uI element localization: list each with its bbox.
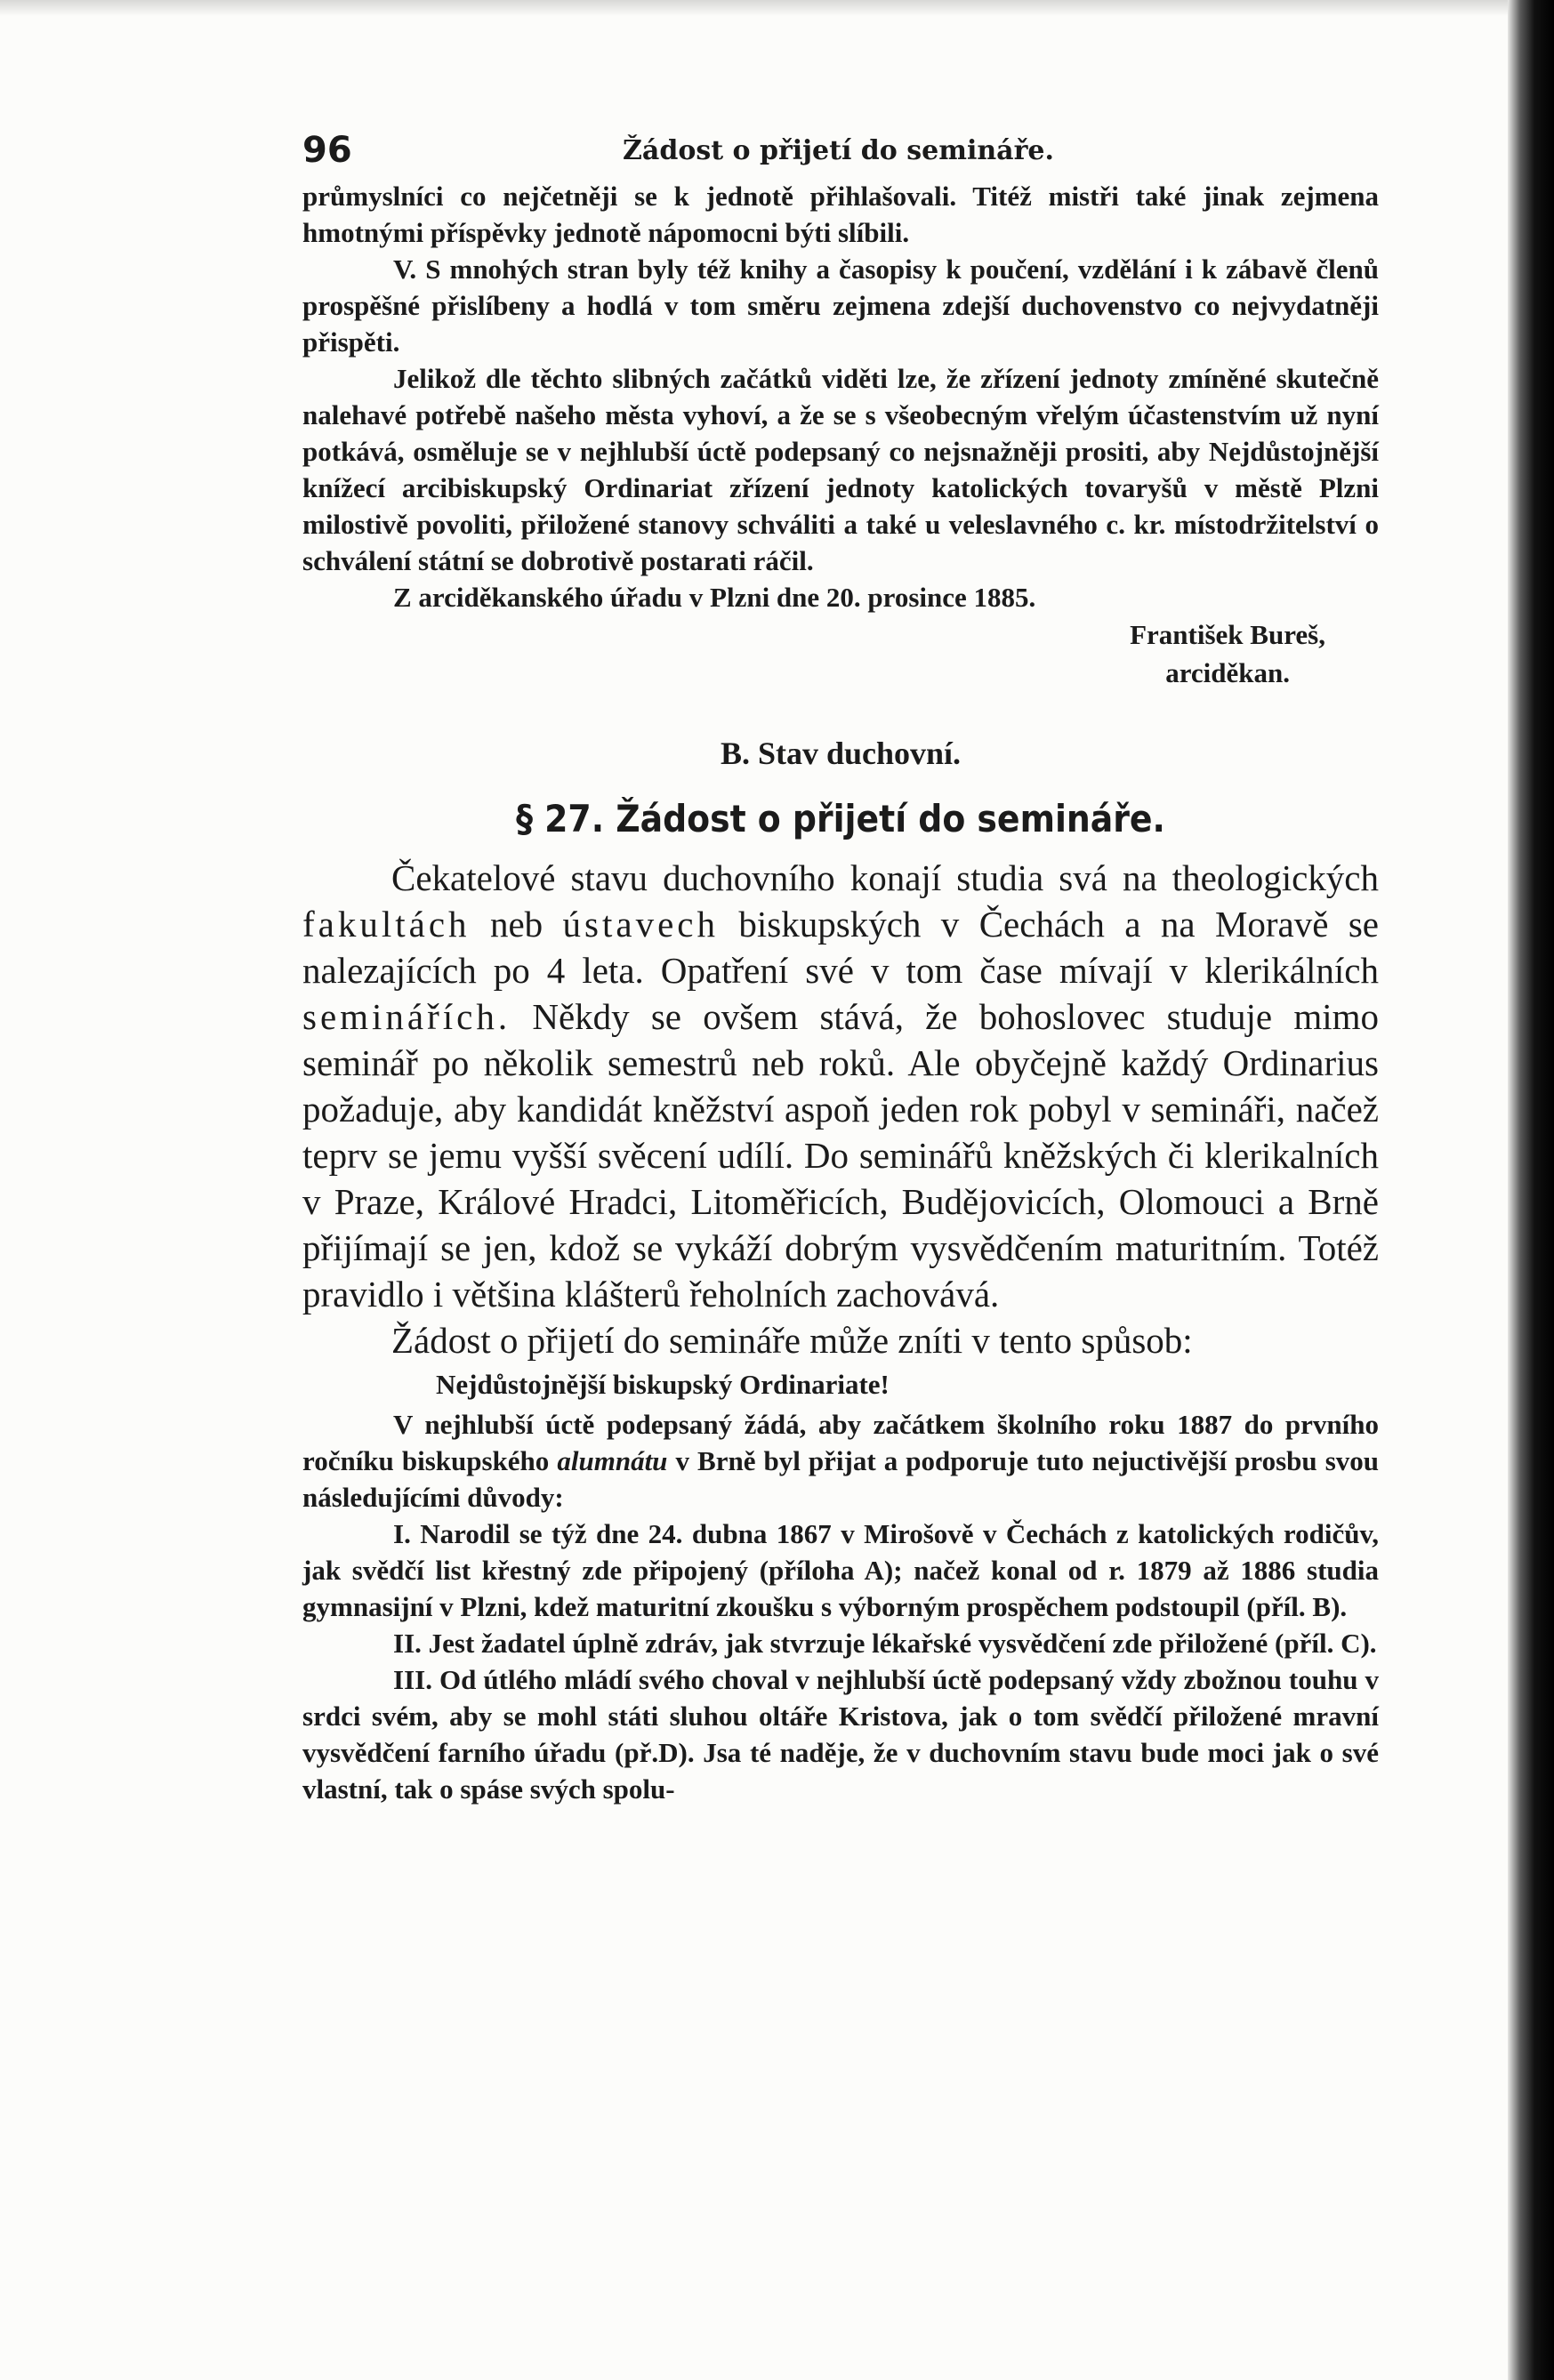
letter-intro-b: v Brně byl přijat a podporuje tuto nejuctivější prosbu svou následujícími důvody: xyxy=(302,1445,1380,1513)
paragraph-top-1: průmyslníci co nejčetněji se k jednotě přihlašovali. Titéž mistři také jinak zejmena hmotnými příspěvky jednotě nápomocni býti slíbili. xyxy=(302,181,1379,248)
letter-intro-italic: alumnátu xyxy=(557,1445,668,1476)
running-head xyxy=(302,125,1379,178)
body-text-neb: neb xyxy=(489,904,543,945)
body-text-intro: Žádost o přijetí do semináře může zníti v tento spůsob: xyxy=(391,1320,1193,1361)
body-text-spaced-fakultach: fakultách xyxy=(302,904,471,945)
paragraph-top-2: V. S mnohých stran byly též knihy a časopisy k poučení, vzdělání i k zábavě členů prospěšné přislíbeny a hodlá v tom směru zejmena zdejší duchovenstvo co nejvydatněji přispěti. xyxy=(302,253,1379,358)
page-number: 96 xyxy=(302,130,352,171)
signature-name: František Bureš, xyxy=(1130,619,1325,650)
scan-shadow-edge xyxy=(1508,0,1554,2380)
section-label: B. Stav duchovní. xyxy=(720,736,962,771)
letter-intro xyxy=(302,1406,1379,1516)
body-text-c: Někdy se ovšem stává, že bohoslovec studuje mimo seminář po několik semestrů neb roků. Ale obyčejně každý Ordinarius požaduje, aby kandidát kněžství aspoň jeden rok pobyl v semináři, načež teprv se jemu vyšší svěcení udílí. Do seminářů kněžských či klerikalních v Praze, Králové Hradci, Litoměřicích, Budějovicích, Olomouci a Brně přijímají se jen, kdož se vykáží dobrým vysvědčením maturitním. Totéž pravidlo i většina klášterů řeholních zachovává. xyxy=(302,996,1379,1315)
letter-address: Nejdůstojnější biskupský Ordinariate! xyxy=(436,1369,890,1400)
paragraph-top-3: Jelikož dle těchto slibných začátků viděti lze, že zřízení jednoty zmíněné skutečně nalehavé potřebě našeho města vyhoví, a že se s všeobecným vřelým účastenstvím už nyní potkává, osměluje se v nejhlubší úctě podepsaný co nejsnažněji prositi, aby Nejdůstojnější knížecí arcibiskupský Ordinariat zřízení jednoty katolických tovaryšů v městě Plzni milostivě povoliti, přiložené stanovy schváliti a také u veleslavného c. kr. místodržitelství o schválení státní se dobrotivě postarati ráčil. xyxy=(302,363,1379,576)
body-text-spaced-seminarich: seminářích. xyxy=(302,996,511,1037)
signature-role: arciděkan. xyxy=(1165,657,1290,688)
letter-point-1: I. Narodil se týž dne 24. dubna 1867 v Mirošově v Čechách z katolických rodičův, jak svědčí list křestný zde připojený (příloha A); načež konal od r. 1879 až 1886 studia gymnasijní v Plzni, kdež maturitní zkoušku s výborným prospěchem podstoupil (příl. B). xyxy=(302,1518,1379,1622)
letter-intro-a: V nejhlubší úctě podepsaný žádá, aby začátkem školního roku 1887 do prvního ročníku biskupského xyxy=(302,1409,1379,1476)
body-paragraph-2 xyxy=(302,1317,1379,1363)
running-title: Žádost o přijetí do semináře. xyxy=(623,135,1054,166)
body-paragraph-1 xyxy=(302,855,1379,1317)
letter-point-3: III. Od útlého mládí svého choval v nejhlubší úctě podepsaný vždy zbožnou touhu v srdci svém, aby se mohl státi sluhou oltáře Kristova, jak o tom svědčí přiložené mravní vysvědčení farního úřadu (př.D). Jsa té naděje, že v duchovním stavu bude moci jak o své vlastní, tak o spáse svých spolu- xyxy=(302,1664,1379,1805)
body-text-spaced-ustavech: ústavech xyxy=(562,904,719,945)
scan-shadow-top xyxy=(0,0,1554,16)
date-line: Z arciděkanského úřadu v Plzni dne 20. prosince 1885. xyxy=(393,582,1036,613)
letter-point-2: II. Jest žadatel úplně zdráv, jak stvrzuje lékařské vysvědčení zde přiložené (příl. C). xyxy=(393,1628,1377,1659)
book-page xyxy=(302,125,1379,1807)
signature xyxy=(302,615,1379,692)
section-heading: § 27. Žádost o přijetí do semináře. xyxy=(516,797,1165,840)
body-text-a: Čekatelové stavu duchovního konají studia svá na theologických xyxy=(391,857,1379,898)
body-text-b: biskupských v Čechách a na Moravě se nalezajících po 4 leta. Opatření své v tom čase mívají v klerikálních xyxy=(302,904,1380,991)
